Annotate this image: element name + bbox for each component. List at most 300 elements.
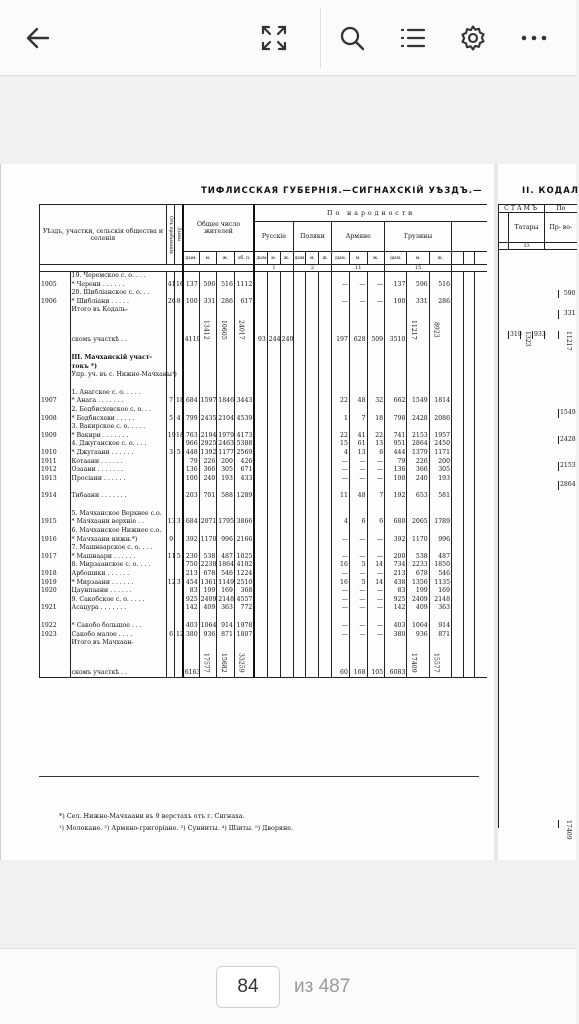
col-header-georgians: Грузины [385,222,452,252]
table-cell [349,406,367,415]
table-cell [407,306,429,315]
table-cell [452,432,464,441]
table-cell [280,510,293,519]
table-cell: — [367,587,385,596]
table-cell [280,596,293,605]
col-header-blank [452,222,487,252]
table-cell [267,587,280,596]
table-cell: 2409 [200,595,217,603]
table-cell: 13 [367,440,385,449]
table-cell [293,289,306,298]
table-cell [407,380,429,389]
document-viewport[interactable] [0,164,579,860]
table-cell [385,527,407,536]
table-cell [319,415,332,424]
table-cell [267,289,280,298]
table-cell [367,289,385,298]
table-cell: 192 [385,492,407,501]
table-cell [293,345,306,354]
table-cell: * Мирзаани . . . . . . [70,579,166,588]
table-cell [254,510,267,519]
table-cell [217,483,235,492]
table-cell: — [349,553,367,562]
table-cell: — [367,298,385,307]
table-cell [166,363,174,372]
table-cell [254,527,267,536]
table-cell [267,648,280,678]
table-cell [306,527,319,536]
table-cell: 100 [183,475,199,484]
table-cell [452,289,464,298]
table-cell: 305 [429,466,451,475]
col-header-district: Уѣздъ, участки, сельскія общества и селенія [40,205,167,265]
table-cell: 15577 [429,648,451,678]
table-cell [319,587,332,596]
table-cell [293,306,306,315]
table-cell [429,289,451,298]
table-cell [254,389,267,398]
table-cell: Тибаани . . . . . . . [70,492,166,501]
table-cell [452,561,464,570]
table-row [40,458,488,467]
table-cell [463,604,475,613]
table-cell [452,315,464,345]
table-cell: 1171 [429,449,451,458]
table-cell [319,440,332,449]
table-cell [319,397,332,406]
table-cell [306,272,319,281]
table-cell: 5 [175,449,183,458]
table-cell [475,354,487,363]
table-cell [175,315,183,345]
table-cell: 538 [199,553,217,562]
table-cell [40,423,71,432]
table-cell [40,345,71,354]
table-cell [452,272,464,281]
table-cell [234,371,254,380]
table-cell: — [367,536,385,545]
sub-dym [452,252,464,265]
table-cell: 4557 [234,596,254,605]
table-cell [332,613,350,622]
table-cell: 61 [349,440,367,449]
table-cell: 16 [332,579,350,588]
table-cell [217,406,235,415]
footnote-2: ¹) Молокане. ²) Армяно-григоріане. ³) Сунниты. ⁴) Шіиты. ⁵) Дворяне. [59,824,294,832]
table-cell [306,587,319,596]
table-cell [293,527,306,536]
table-cell [306,440,319,449]
table-cell [293,440,306,449]
table-cell [475,281,487,290]
table-cell [293,639,306,648]
table-cell [306,501,319,510]
search-button[interactable] [328,14,376,62]
table-cell: 516 [217,281,235,290]
table-cell [267,440,280,449]
table-cell: 3 [166,449,174,458]
col-number-1: 1 [254,265,293,272]
table-cell [267,458,280,467]
table-cell [183,363,199,372]
table-cell: 403 [183,622,199,631]
table-cell [385,389,407,398]
table-cell [306,449,319,458]
table-cell: 22 [332,397,350,406]
table-cell [267,570,280,579]
table-cell [254,440,267,449]
table-cell [175,536,183,545]
table-cell: 444 [385,449,407,458]
table-cell [40,371,71,380]
table-cell [349,483,367,492]
table-cell: 240 [280,315,293,345]
table-cell [463,423,475,432]
table-cell: 1379 [407,449,429,458]
table-cell [319,363,332,372]
table-cell: 2071 [200,518,217,526]
table-cell: 996 [217,536,235,545]
table-cell [463,440,475,449]
table-cell [293,415,306,424]
col-number-row [40,265,183,272]
table-cell [254,281,267,290]
table-cell [166,354,174,363]
table-cell [452,579,464,588]
table-cell: 454 [183,579,199,588]
table-cell [306,406,319,415]
table-cell: * Мачхаани нижн.*) [70,536,166,545]
table-cell: III. Мачханскій участ- [70,354,166,363]
table-cell [463,466,475,475]
table-cell [452,458,464,467]
cell-value: 590 [559,290,577,299]
table-cell: 2409 [407,596,429,605]
table-cell [217,289,235,298]
table-cell: * Шибліани . . . . . [70,298,166,307]
table-cell: 1920 [40,587,71,596]
table-cell [319,553,332,562]
table-cell: 6 [367,449,385,458]
table-cell: 11 [332,492,350,501]
table-cell: 1913 [40,475,71,484]
table-cell [183,510,199,519]
table-cell [463,475,475,484]
table-cell [319,544,332,553]
table-cell [280,544,293,553]
table-cell [475,466,487,475]
col-header-poles: Поляки [293,222,332,252]
table-cell [452,510,464,519]
table-cell: 1915 [40,518,71,527]
table-row [40,371,488,380]
table-cell: 538 [407,553,429,562]
table-cell [367,544,385,553]
table-cell: 7 [166,397,174,406]
table-cell: 8 [175,298,183,307]
table-cell [175,501,183,510]
table-cell [332,371,350,380]
table-cell: — [367,475,385,484]
col-number-33: 33 [509,243,545,250]
table-cell [452,423,464,432]
col-number-blank [452,265,487,272]
table-cell [463,631,475,640]
table-cell [475,315,487,345]
table-cell [349,272,367,281]
table-cell [175,406,183,415]
back-button[interactable] [14,14,62,62]
table-cell [332,306,350,315]
table-cell: — [349,570,367,579]
table-cell [175,423,183,432]
table-cell [407,544,429,553]
col-header-a: Отъ пребыванія [166,205,174,265]
table-cell [175,622,183,631]
table-cell: 137 [385,281,407,290]
table-cell [452,389,464,398]
table-cell: 1906 [40,298,71,307]
table-cell [475,587,487,596]
table-cell [475,639,487,648]
table-cell [349,389,367,398]
table-cell [306,389,319,398]
table-cell [267,510,280,519]
table-cell: 2233 [407,561,429,570]
table-row [40,553,488,562]
table-cell [475,363,487,372]
table-cell [175,570,183,579]
table-cell: — [349,604,367,613]
table-cell [367,510,385,519]
table-row [40,440,488,449]
table-cell: — [332,631,350,640]
table-cell: 15682 [217,648,235,678]
table-cell: — [332,536,350,545]
settings-button[interactable] [449,14,497,62]
table-cell [280,492,293,501]
table-cell: 1919 [40,579,71,588]
table-cell [385,306,407,315]
table-cell [175,475,183,484]
table-cell: 581 [429,492,451,501]
table-cell [463,561,475,570]
table-cell [40,510,71,519]
page-number-input[interactable]: 84 [216,966,280,1008]
table-cell [463,397,475,406]
table-cell: 366 [199,466,217,475]
table-cell [407,613,429,622]
table-cell [267,613,280,622]
table-cell [254,380,267,389]
table-cell [254,648,267,678]
table-cell [293,613,306,622]
table-cell [319,389,332,398]
table-cell [217,363,235,372]
table-cell: 213 [183,570,199,579]
table-cell [234,544,254,553]
table-cell [319,272,332,281]
table-cell [319,579,332,588]
table-cell [217,544,235,553]
table-cell [199,345,217,354]
table-cell [280,289,293,298]
table-cell [452,306,464,315]
table-cell: 4 [332,518,350,527]
table-cell [199,289,217,298]
table-cell [293,587,306,596]
table-cell: 2148 [429,596,451,605]
table-cell [293,397,306,406]
fullscreen-button[interactable] [250,14,298,62]
table-cell [254,536,267,545]
table-cell: 1923 [40,631,71,640]
table-cell [166,492,174,501]
table-cell [175,440,183,449]
col-header-tatars: Татары [509,213,545,243]
table-cell [319,527,332,536]
table-cell [267,306,280,315]
table-cell [367,527,385,536]
table-cell [234,345,254,354]
table-cell [293,363,306,372]
table-cell [293,423,306,432]
table-cell [234,306,254,315]
table-cell: Асацура . . . . . . . [70,604,166,613]
cell-value: 319 [510,330,522,338]
table-cell [166,596,174,605]
table-cell: — [349,281,367,290]
table-cell: 200 [217,458,235,467]
table-cell [293,272,306,281]
table-cell [429,306,451,315]
table-cell: — [349,587,367,596]
table-cell [463,553,475,562]
table-cell [407,510,429,519]
col-header-total: Общее число жителей [183,205,255,252]
sub-zh: ж. [217,252,235,265]
col-header-po: По [545,205,577,213]
table-cell: 4 [332,449,350,458]
table-cell [280,345,293,354]
table-cell: — [367,458,385,467]
table-cell: 230 [183,553,199,562]
table-cell: 2450 [429,440,451,449]
table-cell [280,475,293,484]
table-cell [407,345,429,354]
table-cell [452,544,464,553]
table-cell [452,363,464,372]
table-cell [280,281,293,290]
table-cell: — [349,475,367,484]
table-cell: — [349,466,367,475]
more-button[interactable] [510,14,558,62]
table-cell [280,622,293,631]
table-cell: 403 [385,622,407,631]
table-cell: 1908 [40,415,71,424]
table-row [40,423,488,432]
table-row [40,281,488,290]
table-cell [429,363,451,372]
table-cell [175,604,183,613]
table-cell: 2864 [407,440,429,449]
table-row [40,613,488,622]
table-cell [199,371,217,380]
table-cell [452,648,464,678]
table-cell [319,518,332,527]
table-cell [475,440,487,449]
col-number-15: 15 [385,265,452,272]
table-cell: 17409 [407,648,429,678]
table-cell [234,289,254,298]
table-cell [475,527,487,536]
table-row [40,527,488,536]
table-cell [319,604,332,613]
table-cell [175,561,183,570]
table-cell [463,510,475,519]
table-cell: — [349,596,367,605]
table-cell: 684 [183,397,199,406]
col-header-pr: Пр- [549,224,561,231]
table-cell [349,527,367,536]
table-cell [267,272,280,281]
table-cell [70,613,166,622]
table-cell: 226 [199,458,217,467]
table-cell [319,449,332,458]
table-cell [475,544,487,553]
table-cell [452,622,464,631]
table-cell [319,475,332,484]
table-cell [306,432,319,441]
table-cell: 100 [183,298,199,307]
table-cell [319,639,332,648]
table-cell: — [332,604,350,613]
table-cell: — [332,298,350,307]
table-cell: 6 [349,518,367,527]
table-cell [254,570,267,579]
table-cell [267,604,280,613]
table-cell: 487 [217,553,235,562]
table-cell [306,561,319,570]
contents-button[interactable] [389,14,437,62]
table-cell [40,272,71,281]
table-cell: 79 [183,458,199,467]
table-cell [293,371,306,380]
table-cell [166,570,174,579]
table-cell [349,306,367,315]
table-cell: 331 [199,298,217,307]
table-cell [332,406,350,415]
table-cell [166,622,174,631]
table-cell [463,345,475,354]
table-cell [280,406,293,415]
table-cell: 1957 [429,432,451,441]
table-cell [40,544,71,553]
table-cell [475,561,487,570]
col-number-total [183,265,255,272]
table-row [40,561,488,570]
table-cell [280,449,293,458]
table-row [40,492,488,501]
table-cell: 2104 [218,414,235,422]
col-header-vo: во- [562,224,573,231]
table-cell [280,483,293,492]
table-cell [349,371,367,380]
table-cell: Просіани . . . . . . [70,475,166,484]
table-cell [267,483,280,492]
table-cell [429,501,451,510]
table-cell [293,449,306,458]
